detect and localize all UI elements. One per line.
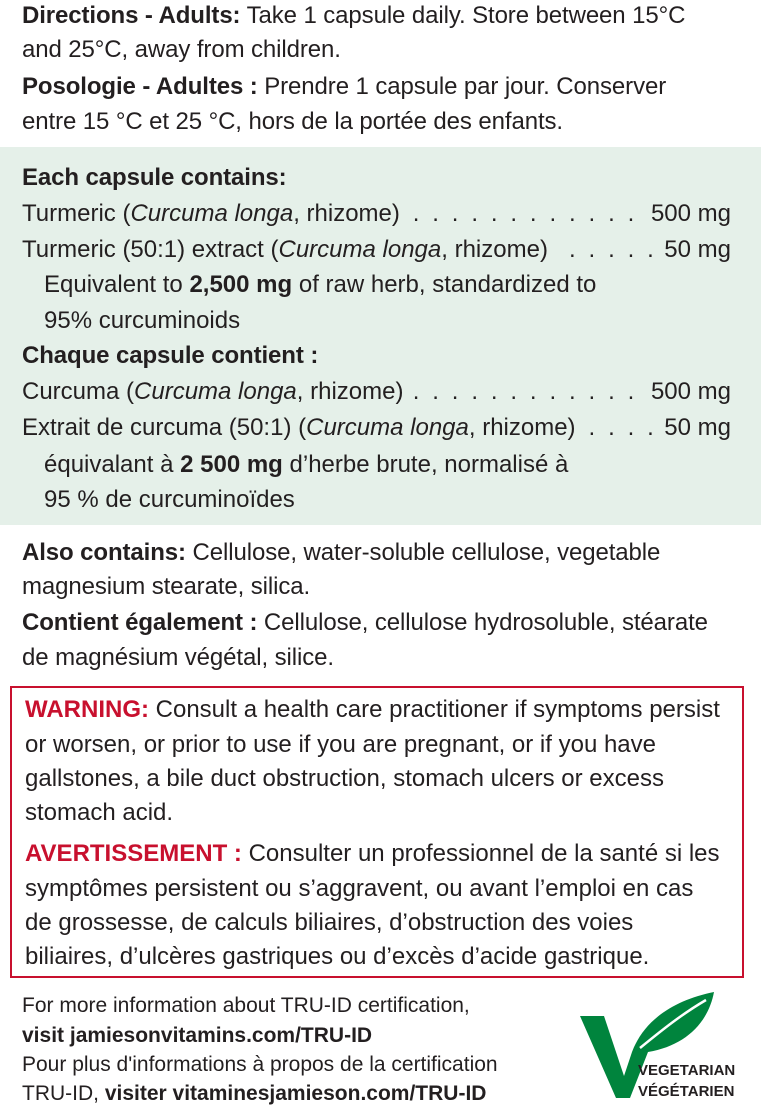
info-en-line1: For more information about TRU-ID certification, (22, 994, 470, 1017)
warning-en-line2: or worsen, or prior to use if you are pregnant, or if you have (25, 731, 656, 758)
ingredient-row-curcuma-extract (22, 411, 731, 445)
vegetarian-badge (574, 990, 754, 1105)
warning-fr-label: AVERTISSEMENT : (25, 840, 242, 867)
warning-en-line1: WARNING: Consult a health care practitioner if symptoms persist (25, 696, 720, 723)
info-fr-line2: TRU-ID, visiter vitaminesjamieson.com/TRU-ID (22, 1082, 487, 1105)
warning-fr-line1: AVERTISSEMENT : Consulter un professionnel de la santé si les (25, 840, 720, 867)
ingredient-amount: 500 mg (639, 197, 731, 231)
warning-fr-line3: de grossesse, de calculs biliaires, d’obstruction des voies (25, 909, 634, 936)
warning-fr-line2: symptômes persistent ou s’aggravent, ou avant l’emploi en cas (25, 875, 694, 902)
tru-id-link-en[interactable]: visit jamiesonvitamins.com/TRU-ID (22, 1024, 373, 1047)
equivalence-en-line1: Equivalent to 2,500 mg of raw herb, standardized to (44, 271, 597, 298)
directions-en-label: Directions - Adults: (22, 2, 241, 29)
directions-fr-line1: Posologie - Adultes : Prendre 1 capsule par jour. Conserver (22, 73, 667, 100)
warning-fr-line4: biliaires, d’ulcères gastriques ou d’excès d’acide gastrique. (25, 943, 650, 970)
ingredients-fr-heading: Chaque capsule contient : (22, 342, 319, 369)
leader-dots: . . . . . . . . . . . . (412, 200, 638, 227)
equivalence-en-line2: 95% curcuminoids (44, 307, 241, 334)
vegetarian-en-label: VEGETARIAN (638, 1062, 736, 1079)
also-contains-en-label: Also contains: (22, 539, 186, 566)
ingredient-name: Curcuma (Curcuma longa, rhizome) (22, 375, 409, 409)
directions-fr-line2: entre 15 °C et 25 °C, hors de la portée des enfants. (22, 108, 563, 135)
ingredient-amount: 500 mg (639, 375, 731, 409)
leader-dots: . . . . . (549, 236, 638, 263)
ingredient-name: Extrait de curcuma (50:1) (Curcuma longa, rhizome) (22, 411, 582, 445)
ingredient-row-turmeric-extract (22, 233, 731, 267)
ingredient-amount: 50 mg (652, 233, 731, 267)
also-contains-en-line2: magnesium stearate, silica. (22, 573, 311, 600)
warning-box (10, 686, 744, 978)
warning-en-label: WARNING: (25, 696, 149, 723)
vegetarian-fr-label: VÉGÉTARIEN (638, 1083, 735, 1100)
warning-en-line4: stomach acid. (25, 799, 174, 826)
also-contains-fr-line1: Contient également : Cellulose, cellulose hydrosoluble, stéarate (22, 609, 708, 636)
ingredient-amount: 50 mg (652, 411, 731, 445)
equivalence-fr-line1: équivalant à 2 500 mg d’herbe brute, normalisé à (44, 451, 569, 478)
directions-fr-label: Posologie - Adultes : (22, 73, 258, 100)
warning-en-line3: gallstones, a bile duct obstruction, stomach ulcers or excess (25, 765, 664, 792)
tru-id-link-fr[interactable]: visiter vitaminesjamieson.com/TRU-ID (104, 1082, 487, 1105)
also-contains-fr-line2: de magnésium végétal, silice. (22, 644, 334, 671)
vegetarian-v-leaf-icon (574, 990, 754, 1105)
ingredient-row-curcuma (22, 375, 731, 409)
directions-en-line2: and 25°C, away from children. (22, 36, 341, 63)
equivalence-fr-line2: 95 % de curcuminoïdes (44, 486, 295, 513)
ingredient-row-turmeric (22, 197, 731, 231)
info-en-line2 (22, 1021, 372, 1050)
info-fr-line1: Pour plus d'informations à propos de la certification (22, 1053, 498, 1076)
also-contains-fr-label: Contient également : (22, 609, 258, 636)
ingredient-name: Turmeric (50:1) extract (Curcuma longa, rhizome) (22, 233, 554, 267)
leader-dots: . . . . . . . . . . . . (412, 378, 638, 405)
directions-en-line1: Directions - Adults: Take 1 capsule daily. Store between 15°C (22, 2, 686, 29)
also-contains-en-line1: Also contains: Cellulose, water-soluble cellulose, vegetable (22, 539, 661, 566)
leader-dots: . . . (588, 414, 638, 441)
ingredients-en-heading: Each capsule contains: (22, 164, 287, 191)
ingredient-name: Turmeric (Curcuma longa, rhizome) (22, 197, 406, 231)
